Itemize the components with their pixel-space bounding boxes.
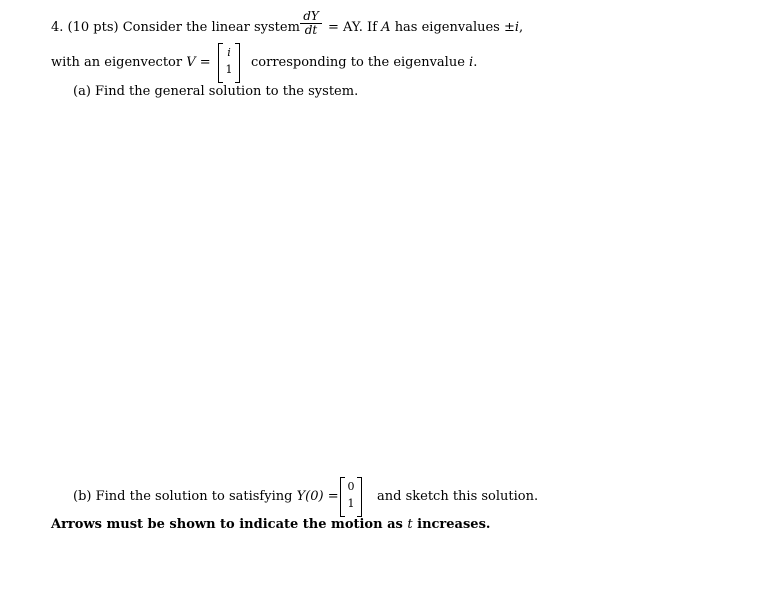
problem-line-2-rest [251, 55, 477, 71]
vector-entry-top: i [227, 46, 231, 59]
arrows-note-lead: Arrows must be shown to indicate the motion as [51, 517, 403, 532]
eigenvector-lead: with an eigenvector [51, 55, 183, 70]
fraction-denominator: dt [304, 23, 318, 37]
eigenvalue-i-2: i [469, 55, 474, 70]
fraction-numerator: dY [300, 10, 322, 24]
initial-vector-matrix [340, 477, 362, 517]
matrix-a: A [381, 20, 391, 35]
part-b-lead: (b) Find the solution to satisfying [73, 489, 293, 504]
right-bracket [235, 43, 240, 83]
derivative-fraction [300, 10, 322, 37]
eigenvalues-text: has eigenvalues ± [394, 20, 515, 35]
vector-entry-top: 0 [347, 480, 355, 493]
period: . [473, 55, 478, 70]
part-a: (a) Find the general solution to the system. [73, 84, 359, 99]
problem-points: (10 pts) [67, 20, 119, 35]
problem-lead-text: Consider the linear system [122, 20, 300, 35]
vector-entry-bottom: 1 [347, 497, 355, 510]
vector-v: V [186, 55, 196, 70]
problem-line-1-rest [328, 20, 523, 36]
right-bracket [357, 477, 362, 517]
problem-line-1 [51, 20, 300, 36]
eigenvector-matrix [218, 43, 240, 83]
vector-entry-bottom: 1 [225, 63, 233, 76]
problem-number: 4. [51, 20, 64, 35]
comma: , [519, 20, 524, 35]
eigenvalue-i: i [514, 20, 520, 35]
equals-sign: = [199, 55, 211, 70]
variable-t: t [407, 517, 413, 532]
corresponding-text: corresponding to the eigenvalue [251, 55, 465, 70]
part-b [73, 489, 339, 505]
arrows-note-tail: increases. [417, 517, 491, 532]
equation-rhs: = AY. If [328, 20, 378, 35]
part-b-rest: and sketch this solution. [377, 489, 539, 504]
problem-line-2 [51, 55, 211, 71]
arrows-note [51, 517, 490, 533]
initial-condition: Y(0) = [296, 489, 339, 504]
